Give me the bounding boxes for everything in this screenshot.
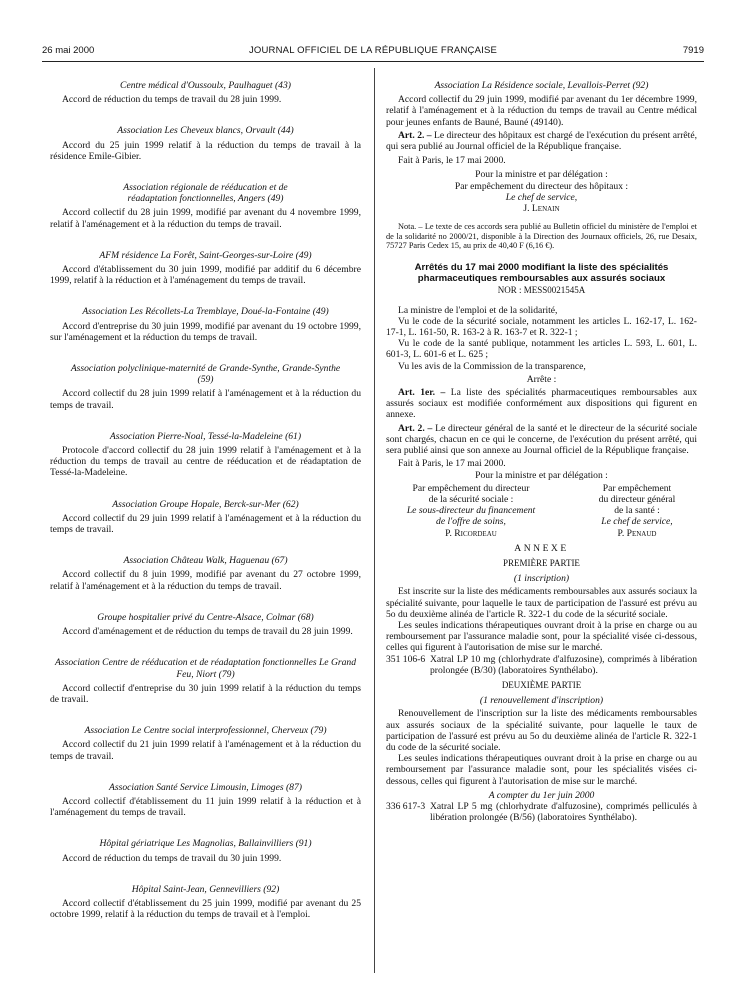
signature-role: Le chef de service, (601, 516, 673, 528)
entry (50, 725, 361, 762)
entry-heading: Association Les Cheveux blancs, Orvault (44) (117, 125, 294, 137)
signature-line: Par empêchement (602, 482, 672, 494)
entry-heading: Association Le Centre social interprofessionnel, Cherveux (79) (84, 725, 327, 737)
entry-body: Accord collectif du 8 juin 1999, modifié par avenant du 27 octobre 1999, relatif à l'aménagement et à la réduction du temps de travail. (50, 569, 361, 592)
header-page-number: 7919 (682, 45, 704, 56)
entry (50, 80, 361, 105)
column-divider (374, 68, 375, 973)
preamble: Vu les avis de la Commission de la transparence, (398, 360, 586, 372)
part-subtitle: (1 inscription) (513, 573, 570, 585)
signature-left (386, 483, 556, 539)
signature-line: Par empêchement du directeur (412, 482, 530, 494)
annex-paragraph: Renouvellement de l'inscription sur la liste des médicaments remboursables aux assurés sociaux de la spécialité suivante, pour laquelle le taux de participation de l'assuré est prévu au 5o du deuxième alinéa de l'article R. 322-1 du code de la sécurité sociale. (386, 708, 697, 753)
entry-body: Accord collectif d'établissement du 25 juin 1999, modifié par avenant du 25 octobre 1999, relatif à la réduction du temps de travail et à l'emploi. (50, 897, 361, 921)
signed-place-date: Fait à Paris, le 17 mai 2000. (398, 155, 506, 167)
part-subtitle: (1 renouvellement d'inscription) (479, 695, 604, 707)
article-label: Art. 2. – (398, 422, 433, 434)
entry-heading: Groupe hospitalier privé du Centre-Alsace, Colmar (68) (97, 611, 314, 623)
entry (50, 250, 361, 287)
drug-description: Xatral LP 5 mg (chlorhydrate d'alfuzosine), comprimés pelliculés à libération prolongée (B/56) (laboratoires Synthélabo). (430, 800, 697, 824)
entry (50, 182, 361, 230)
header-rule (42, 61, 704, 62)
entry-body: Accord d'établissement du 30 juin 1999, modifié par additif du 6 décembre 1999, relatif à la réduction et à l'aménagement du temps de travail. (50, 264, 361, 287)
entry (50, 884, 361, 921)
entry-body: Accord collectif du 28 juin 1999, modifié par avenant du 4 novembre 1999, relatif à l'aménagement et à la réduction du temps de travail. (50, 207, 361, 230)
signatory-name: J. Lenain (523, 203, 560, 215)
entry-heading: Association régionale de rééducation et de réadaptation fonctionnelles, Angers (49) (123, 182, 288, 205)
preamble: Vu le code de la santé publique, notamment les articles L. 593, L. 601, L. 601-3, L. 601-6 et L. 625 ; (386, 338, 697, 361)
entry-heading: Hôpital Saint-Jean, Gennevilliers (92) (131, 883, 280, 895)
annex-paragraph: Est inscrite sur la liste des médicaments remboursables aux assurés sociaux la spécialité suivante, pour laquelle le taux de participation de l'assuré est prévu au 5o du deuxième alinéa de l'article R. 322-1 du code de la sécurité sociale. (386, 586, 697, 620)
entry (50, 782, 361, 819)
article-1 (386, 387, 697, 421)
entry-heading: AFM résidence La Forêt, Saint-Georges-sur-Loire (49) (99, 249, 312, 261)
entry-body: Accord collectif d'établissement du 11 juin 1999 relatif à la réduction et à l'aménagement du temps de travail. (50, 795, 361, 819)
entry-body: Protocole d'accord collectif du 28 juin 1999 relatif à l'aménagement et à la réduction du temps de travail au centre de rééducation et de réadaptation de Tessé-la-Madeleine. (50, 445, 361, 479)
entry-body: Accord collectif du 21 juin 1999 relatif à l'aménagement et à la réduction du temps de travail. (50, 739, 361, 762)
signature-line: Pour la ministre et par délégation : (475, 469, 608, 481)
header-date: 26 mai 2000 (42, 45, 95, 56)
entry (50, 431, 361, 479)
preamble: Vu le code de la sécurité sociale, notamment les articles L. 162-17, L. 162-17-1, L. 161-50, R. 163-2 à R. 163-7 et R. 322-1 ; (386, 315, 697, 339)
signatory-name: P. Ricordeau (445, 527, 497, 539)
effective-date: A compter du 1er juin 2000 (488, 789, 595, 801)
signature-role: Le sous-directeur du financement (406, 505, 536, 517)
entry (50, 499, 361, 536)
drug-entry (386, 654, 697, 676)
part-title: PREMIÈRE PARTIE (503, 557, 580, 568)
signature-line: de la sécurité sociale : (428, 493, 514, 505)
entry-body: Accord d'aménagement et de réduction du temps de travail du 28 juin 1999. (62, 626, 353, 638)
entry-body: Accord collectif d'entreprise du 30 juin 1999 relatif à la réduction du temps de travail. (50, 682, 361, 705)
signature-line: du directeur général (598, 493, 676, 505)
signature-role: de l'offre de soins, (436, 516, 506, 528)
entry-heading: Association Centre de rééducation et de réadaptation fonctionnelles Le Grand Feu, Niort (79) (55, 657, 356, 680)
entry (50, 838, 361, 863)
annex-paragraph: Les seules indications thérapeutiques ouvrant droit à la prise en charge ou au remboursement par l'assurance maladie sont, pour les spécialités visées ci-dessous, celles qui figurent à l'autorisation de mise sur le marché. (386, 753, 697, 787)
entry (50, 657, 361, 705)
entry-body: Accord collectif du 29 juin 1999 relatif à l'aménagement et à la réduction du temps de travail. (50, 512, 361, 536)
entry-heading: Hôpital gériatrique Les Magnolias, Ballainvilliers (91) (99, 838, 312, 850)
right-column (386, 80, 697, 823)
nota: Nota. – Le texte de ces accords sera publié au Bulletin officiel du ministère de l'emploi et de la solidarité no 2000/21, disponible à la Direction des Journaux officiels, 26, rue Desaix, 75727 Paris Cedex 15, au prix de 40,40 F (6,16 €). (386, 222, 697, 251)
entry-heading: Centre médical d'Oussoulx, Paulhaguet (43) (120, 80, 291, 91)
signed-place-date: Fait à Paris, le 17 mai 2000. (398, 458, 506, 470)
article-text: Le directeur général de la santé et le directeur de la sécurité sociale sont chargés, chacun en ce qui le concerne, de l'exécution du présent arrêté, qui sera publié ainsi que son annexe au Journal officiel de la République française. (386, 422, 698, 457)
entry-body: Accord collectif du 28 juin 1999 relatif à l'aménagement et à la réduction du temps de travail. (50, 388, 361, 411)
article-label: Art. 2. – (398, 129, 432, 141)
nor-reference: NOR : MESS0021545A (497, 285, 586, 296)
entry-body: Accord d'entreprise du 30 juin 1999, modifié par avenant du 19 octobre 1999, sur l'aménagement et la réduction du temps de travail. (50, 320, 361, 343)
left-column (50, 80, 361, 920)
preamble: La ministre de l'emploi et de la solidarité, (398, 304, 558, 316)
entry-body: Accord de réduction du temps de travail du 28 juin 1999. (62, 94, 282, 106)
entry-heading: Association Santé Service Limousin, Limoges (87) (109, 781, 302, 793)
part-title: DEUXIÈME PARTIE (501, 679, 582, 690)
entry-body: Accord du 25 juin 1999 relatif à la réduction du temps de travail à la résidence Emile-Gibier. (50, 139, 361, 162)
arrete-heading: Arrête : (526, 373, 557, 385)
drug-entry (386, 801, 697, 823)
entry-body: Accord de réduction du temps de travail du 30 juin 1999. (62, 852, 282, 864)
signature-right (577, 483, 697, 539)
page-header (42, 45, 704, 59)
article-2 (386, 130, 697, 152)
annex-paragraph: Les seules indications thérapeutiques ouvrant droit à la prise en charge ou au remboursement par l'assurance maladie sont, pour la spécialité visée ci-dessous, celles qui figurent à l'autorisation de mise sur le marché. (386, 619, 697, 654)
article-2 (386, 423, 697, 457)
entry-heading: Association Pierre-Noal, Tessé-la-Madeleine (61) (109, 430, 302, 442)
entry-heading: Association polyclinique-maternité de Grande-Synthe, Grande-Synthe (59) (70, 363, 341, 386)
entry (50, 363, 361, 411)
drug-code: 336 617-3 (386, 800, 426, 812)
header-title: JOURNAL OFFICIEL DE LA RÉPUBLIQUE FRANÇAISE (248, 45, 498, 56)
entry-body: Accord collectif du 29 juin 1999, modifié par avenant du 1er décembre 1999, relatif à l'aménagement et à la réduction du temps de travail au Centre médical pour jeunes enfants de Bauné, Bauné (49140). (386, 94, 697, 128)
entry-heading: Association Groupe Hopale, Berck-sur-Mer (62) (112, 498, 299, 510)
article-text: La liste des spécialités pharmaceutiques remboursables aux assurés sociaux est modifiée conformément aux dispositions qui figurent en annexe. (386, 387, 697, 421)
signature-line: Par empêchement du directeur des hôpitaux : (454, 180, 629, 192)
signature-role: Le chef de service, (505, 191, 578, 203)
entry (50, 306, 361, 343)
entry-heading: Association La Résidence sociale, Levallois-Perret (92) (434, 80, 649, 91)
entry-heading: Association Château Walk, Haguenau (67) (123, 555, 288, 567)
entry (50, 612, 361, 637)
signature-line: Pour la ministre et par délégation : (475, 169, 608, 181)
entry (50, 555, 361, 592)
signature-line: de la santé : (614, 505, 660, 517)
decree-title: Arrêtés du 17 mai 2000 modifiant la liste des spécialités pharmaceutiques remboursables aux assurés sociaux (414, 262, 669, 285)
article-label: Art. 1er. – (398, 387, 446, 399)
signatory-name: P. Penaud (617, 527, 657, 539)
article-text: Le directeur des hôpitaux est chargé de l'exécution du présent arrêté, qui sera publié au Journal officiel de la République française. (386, 129, 697, 153)
signature-block (386, 483, 697, 539)
entry (50, 125, 361, 162)
entry-heading: Association Les Récollets-La Tremblaye, Doué-la-Fontaine (49) (82, 306, 329, 318)
annex-title: ANNEXE (514, 542, 569, 554)
drug-description: Xatral LP 10 mg (chlorhydrate d'alfuzosine), comprimés à libération prolongée (B/30) (laboratoires Synthélabo). (430, 653, 697, 676)
drug-code: 351 106-6 (386, 653, 426, 665)
